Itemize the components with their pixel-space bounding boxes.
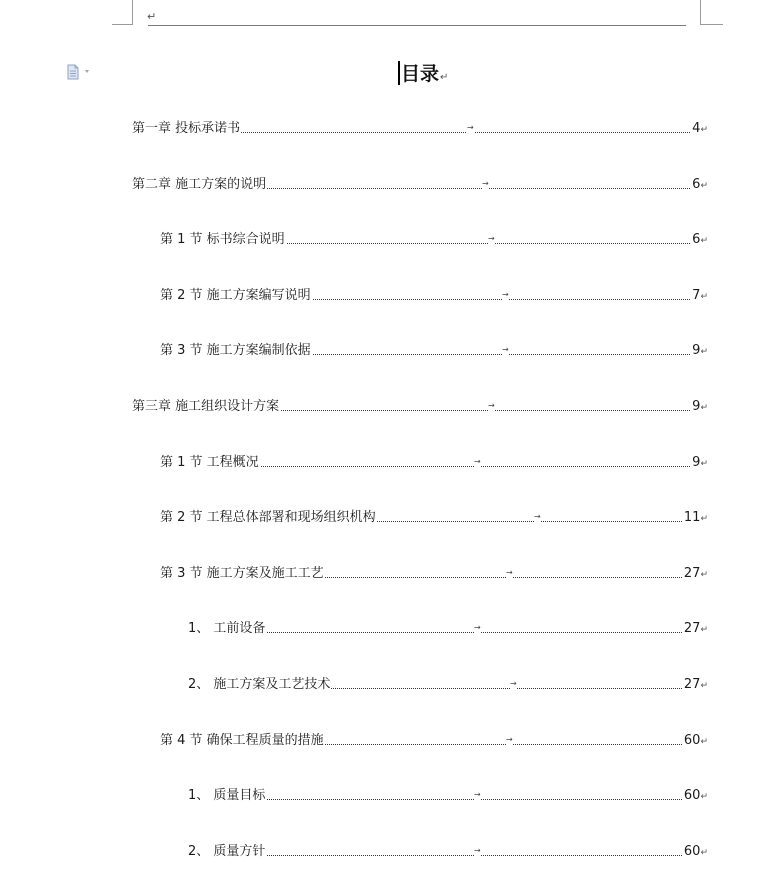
toc-entry-label: 第 4 节 确保工程质量的措施: [160, 731, 325, 751]
toc-entry-label: 第 3 节 施工方案及施工工艺: [160, 564, 325, 584]
toc-entry[interactable]: [160, 731, 708, 751]
toc-title-text: 目录: [401, 63, 440, 85]
toc-page-number: 60: [683, 733, 701, 748]
toc-page-number: 6: [692, 177, 701, 192]
toc-entry-page: [683, 675, 708, 696]
tab-mark: →: [488, 230, 495, 248]
toc-title: [398, 60, 448, 88]
paragraph-mark: ↵: [700, 292, 708, 302]
toc-entry[interactable]: [188, 842, 708, 862]
toc-page-number: 4: [692, 121, 701, 136]
paragraph-mark: ↵: [700, 403, 708, 413]
tab-mark: →: [474, 786, 481, 804]
toc-entry[interactable]: [188, 786, 708, 806]
toc-entry-page: [691, 119, 708, 140]
toc-entry-page: [691, 286, 708, 307]
toc-page-number: 27: [683, 566, 701, 581]
paragraph-mark: ↵: [440, 72, 449, 83]
toc-entry[interactable]: [160, 341, 708, 361]
toc-entry-page: [683, 786, 708, 807]
toc-entry[interactable]: [160, 453, 708, 473]
paragraph-mark: ↵: [700, 514, 708, 524]
document-icon: [66, 64, 94, 80]
toc-entry[interactable]: [160, 564, 708, 584]
toc-entry-page: [683, 508, 708, 529]
toc-entry-label: 第二章 施工方案的说明: [132, 175, 267, 195]
toc-entry-label: 第一章 投标承诺书: [132, 119, 241, 139]
document-options-button[interactable]: [66, 64, 94, 80]
toc-entry[interactable]: [188, 619, 708, 639]
toc-entry-page: [683, 619, 708, 640]
toc-entry-label: 第 3 节 施工方案编制依据: [160, 341, 312, 361]
paragraph-mark: ↵: [700, 848, 708, 858]
paragraph-mark: ↵: [700, 737, 708, 747]
header-paragraph-mark: ↵: [147, 10, 157, 23]
tab-mark: →: [482, 175, 489, 193]
toc-entry-page: [683, 731, 708, 752]
paragraph-mark: ↵: [700, 792, 708, 802]
toc-entry-label: 第 2 节 施工方案编写说明: [160, 286, 312, 306]
toc-page-number: 9: [692, 455, 701, 470]
toc-entry-label: 第 1 节 工程概况: [160, 453, 260, 473]
paragraph-mark: ↵: [700, 681, 708, 691]
tab-mark: →: [506, 564, 513, 582]
toc-entry-label: 1、 质量目标: [188, 786, 266, 806]
toc-page-number: 27: [683, 677, 701, 692]
toc-entry-page: [683, 564, 708, 585]
paragraph-mark: ↵: [700, 125, 708, 135]
toc-entry[interactable]: [160, 286, 708, 306]
toc-page-number: 9: [692, 399, 701, 414]
toc-entry-page: [691, 453, 708, 474]
tab-mark: →: [510, 675, 517, 693]
toc-entry-page: [691, 230, 708, 251]
toc-entry-label: 2、 施工方案及工艺技术: [188, 675, 331, 695]
toc-entry-label: 第三章 施工组织设计方案: [132, 397, 280, 417]
toc-page-number: 11: [683, 510, 701, 525]
paragraph-mark: ↵: [700, 570, 708, 580]
tab-mark: →: [502, 286, 509, 304]
toc-entry[interactable]: [160, 508, 708, 528]
tab-mark: →: [488, 397, 495, 415]
toc-page-number: 60: [683, 844, 701, 859]
chevron-down-icon: [85, 70, 89, 73]
paragraph-mark: ↵: [700, 181, 708, 191]
toc-entry-label: 第 1 节 标书综合说明: [160, 230, 286, 250]
header-divider: [148, 25, 686, 26]
paragraph-mark: ↵: [700, 347, 708, 357]
toc-entry[interactable]: [188, 675, 708, 695]
tab-mark: →: [506, 731, 513, 749]
tab-mark: →: [474, 453, 481, 471]
toc-entry-label: 第 2 节 工程总体部署和现场组织机构: [160, 508, 377, 528]
toc-page-number: 7: [692, 288, 701, 303]
toc-page-number: 9: [692, 343, 701, 358]
text-cursor: [398, 61, 400, 85]
toc-entry-label: 2、 质量方针: [188, 842, 266, 862]
top-left-margin-mark: [112, 0, 133, 25]
paragraph-mark: ↵: [700, 236, 708, 246]
tab-mark: →: [534, 508, 541, 526]
top-right-margin-mark: [700, 0, 723, 25]
tab-mark: →: [467, 119, 474, 137]
toc-entry[interactable]: [132, 175, 708, 195]
toc-entry-page: [691, 175, 708, 196]
toc-page-number: 27: [683, 621, 701, 636]
toc-entry-label: 1、 工前设备: [188, 619, 266, 639]
toc-entry[interactable]: [132, 397, 708, 417]
toc-entry[interactable]: [132, 119, 708, 139]
toc-entry-page: [691, 341, 708, 362]
paragraph-mark: ↵: [700, 459, 708, 469]
toc-entry-page: [691, 397, 708, 418]
tab-mark: →: [474, 619, 481, 637]
toc-entry-page: [683, 842, 708, 863]
toc-page-number: 60: [683, 788, 701, 803]
paragraph-mark: ↵: [700, 625, 708, 635]
tab-mark: →: [474, 842, 481, 860]
tab-mark: →: [502, 341, 509, 359]
toc-page-number: 6: [692, 232, 701, 247]
toc-entry[interactable]: [160, 230, 708, 250]
